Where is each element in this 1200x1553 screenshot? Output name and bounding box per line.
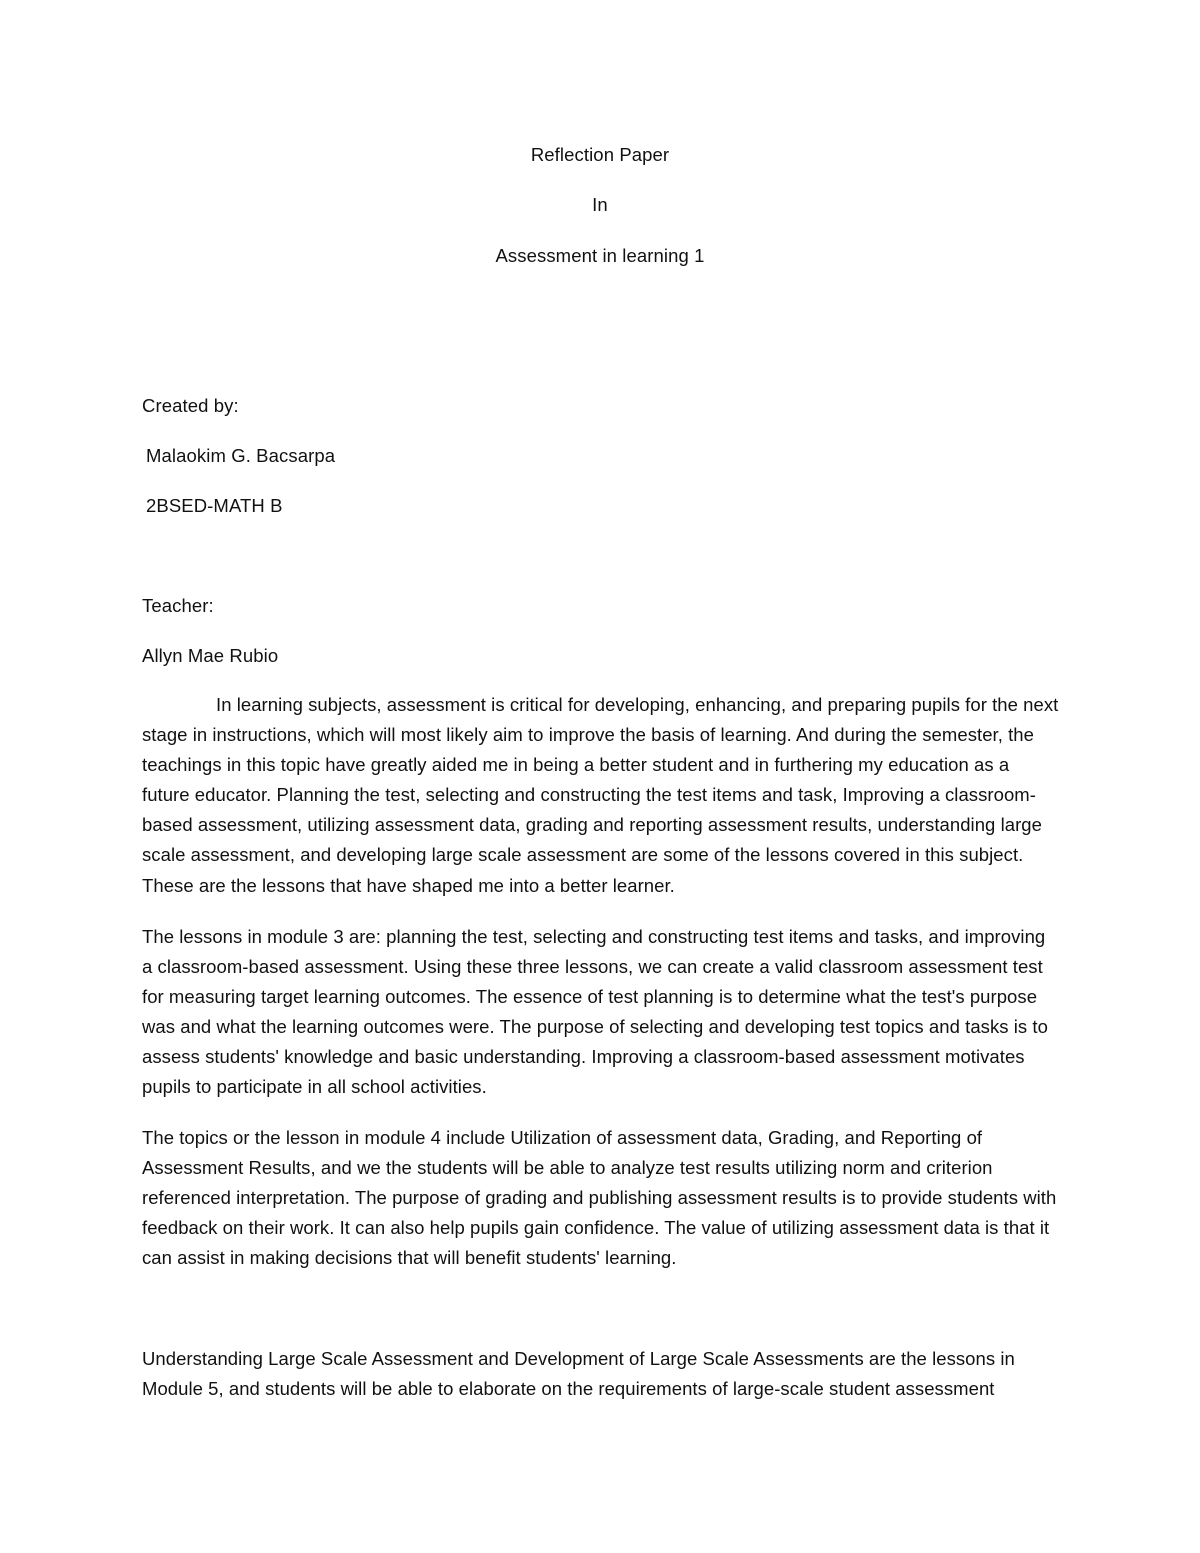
document-title: Reflection Paper xyxy=(530,144,670,165)
author-name: Malaokim G. Bacsarpa xyxy=(146,445,336,466)
body-paragraph-3: The topics or the lesson in module 4 include Utilization of assessment data, Grading, and Reporting of Assessment Results, and we the students will be able to analyze test results utilizing norm and criterion referenced interpretation. The purpose of grading and publishing assessment results is to provide students with feedback on their work. It can also help pupils gain confidence. The value of utilizing assessment data is that it can assist in making decisions that will benefit students' learning. xyxy=(142,1127,1057,1269)
created-by-label: Created by: xyxy=(142,395,239,416)
body-paragraph-2: The lessons in module 3 are: planning the test, selecting and constructing test items and tasks, and improving a classroom-based assessment. Using these three lessons, we can create a valid classroom assessment test for measuring target learning outcomes. The essence of test planning is to determine what the test's purpose was and what the learning outcomes were. The purpose of selecting and developing test topics and tasks is to assess students' knowledge and basic understanding. Improving a classroom-based assessment motivates pupils to participate in all school activities. xyxy=(142,926,1048,1098)
teacher-name: Allyn Mae Rubio xyxy=(142,645,279,666)
teacher-label: Teacher: xyxy=(142,595,214,616)
author-section: 2BSED-MATH B xyxy=(146,495,283,516)
body-paragraph-4: Understanding Large Scale Assessment and Development of Large Scale Assessments are the lessons in Module 5, and students will be able to elaborate on the requirements of large-scale student assessment xyxy=(142,1348,1015,1400)
course-title: Assessment in learning 1 xyxy=(495,245,705,266)
title-connector: In xyxy=(592,194,608,215)
body-paragraph-1: In learning subjects, assessment is critical for developing, enhancing, and preparing pupils for the next stage in instructions, which will most likely aim to improve the basis of learning. And during the semester, the teachings in this topic have greatly aided me in being a better student and in furthering my education as a future educator. Planning the test, selecting and constructing the test items and task, Improving a classroom-based assessment, utilizing assessment data, grading and reporting assessment results, understanding large scale assessment, and developing large scale assessment are some of the lessons covered in this subject. These are the lessons that have shaped me into a better learner. xyxy=(142,694,1059,896)
